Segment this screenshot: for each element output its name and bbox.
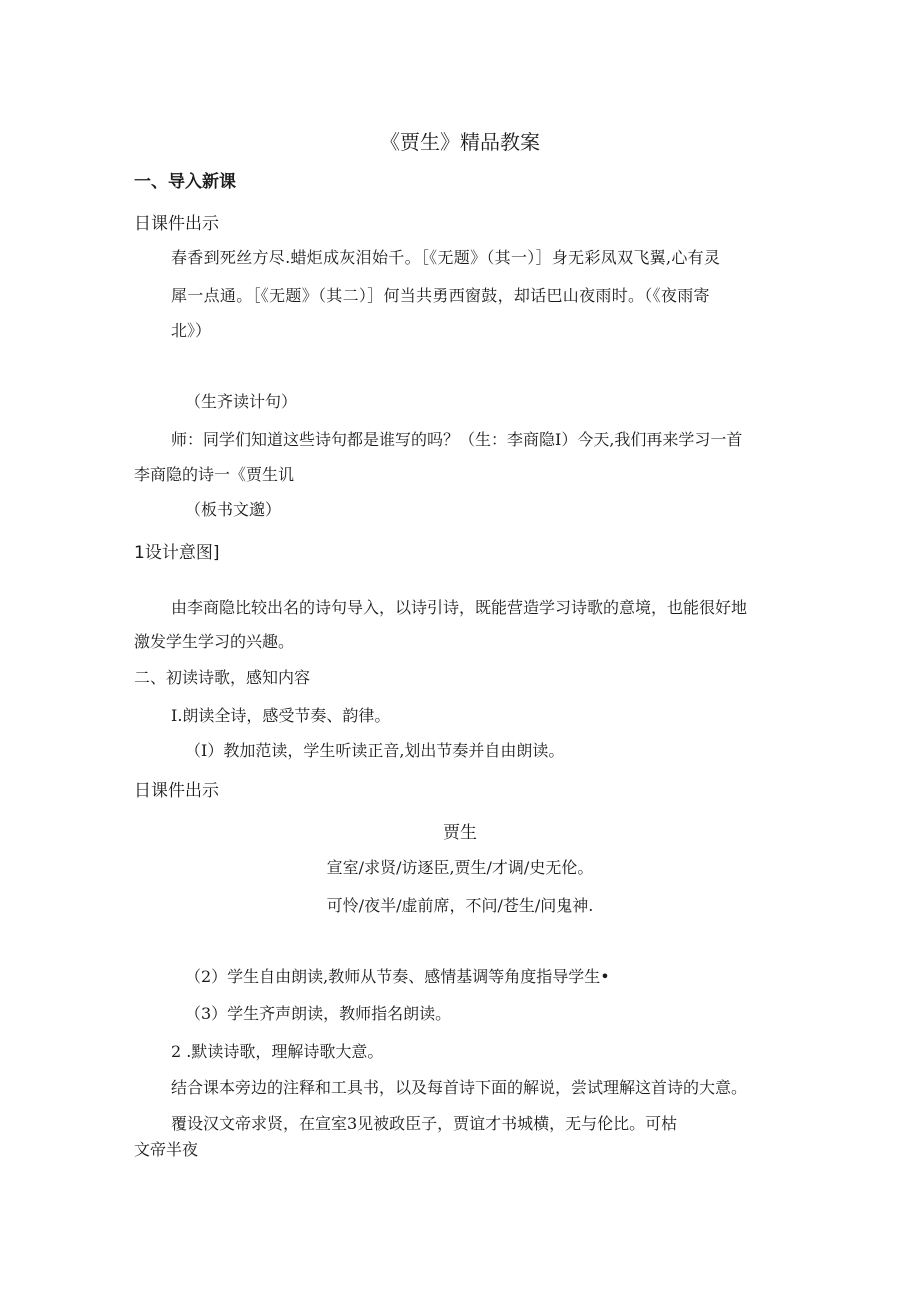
poem-meaning-text: 覆设汉文帝求贤，在宣室3见被政臣子，贾谊才书城横，无与伦比。可枯 (171, 1114, 678, 1133)
instruction-text: 结合课本旁边的注释和工具书，以及每首诗下面的解说，尝试理解这首诗的大意。 (171, 1078, 748, 1097)
courseware-label: 日课件出示 (134, 214, 219, 234)
list-item: 2 .默读诗歌，理解诗歌大意。 (171, 1042, 384, 1061)
list-item: I.朗读全诗，感受节奏、韵律。 (171, 706, 391, 725)
teacher-line: 师：同学们知道这些诗句都是谁写的吗？（生：李商隐I）今天,我们再来学习一首 (171, 430, 743, 449)
design-intent-text: 激发学生学习的兴趣。 (134, 632, 295, 651)
list-item: （I）教加范读，学生听读正音,划出节奏并自由朗读。 (185, 741, 565, 760)
design-intent-heading: 1设计意图] (134, 543, 220, 563)
teacher-line: 李商隐的诗一《贾生讥 (134, 465, 295, 484)
board-note: （板书文邈） (185, 500, 282, 519)
design-intent-text: 由李商隐比较出名的诗句导入，以诗引诗，既能营造学习诗歌的意境，也能很好地 (171, 598, 748, 617)
poem-verse: 可怜/夜半/虚前席，不问/苍生/问鬼神. (326, 896, 594, 915)
poem-verse: 宣室/求贤/访逐臣,贾生/才调/史无伦。 (326, 858, 594, 877)
intro-poem-line: 春香到死丝方尽.蜡炬成灰泪始千。［《无题》（其一）］身无彩凤双飞翼,心有灵 (171, 248, 721, 267)
read-note: （生齐读计句） (185, 392, 298, 411)
list-item: （3）学生齐声朗读，教师指名朗读。 (185, 1004, 452, 1023)
intro-poem-line: 北》） (171, 321, 212, 340)
courseware-label: 日课件出示 (134, 781, 219, 801)
list-item: （2）学生自由朗读,教师从节奏、感情基调等角度指导学生• (185, 967, 610, 986)
intro-poem-line: 犀一点通。［《无题》（其二）］何当共勇西窗鼓，却话巴山夜雨时。（《夜雨寄 (171, 286, 710, 305)
poem-meaning-text: 文帝半夜 (134, 1140, 199, 1159)
section-heading-intro: 一、导入新课 (134, 172, 236, 192)
document-title: 《贾生》精品教案 (380, 130, 540, 154)
section-heading-reading: 二、初读诗歌，感知内容 (134, 668, 311, 687)
poem-title: 贾生 (443, 823, 477, 843)
